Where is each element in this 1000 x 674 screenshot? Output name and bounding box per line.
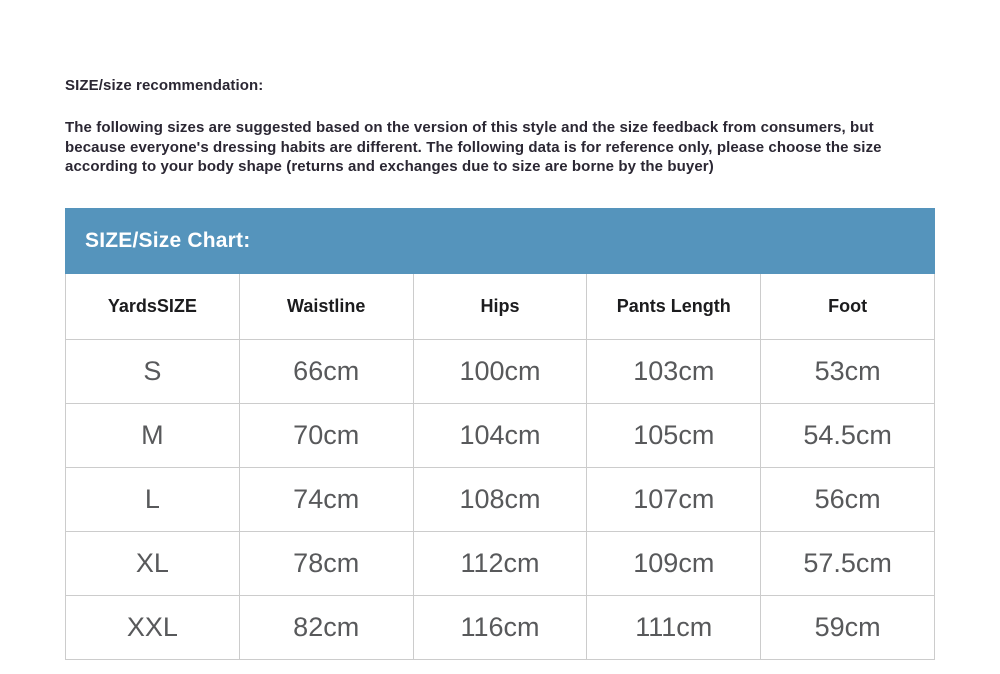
foot-cell: 56cm [761, 467, 935, 531]
size-label-cell: XL [66, 531, 240, 595]
pants-length-cell: 111cm [587, 595, 761, 659]
pants-length-cell: 107cm [587, 467, 761, 531]
column-header-hips: Hips [413, 274, 587, 340]
waistline-cell: 74cm [239, 467, 413, 531]
waistline-cell: 70cm [239, 403, 413, 467]
table-row-xxl [66, 595, 935, 659]
column-header-pants-length: Pants Length [587, 274, 761, 340]
table-row-m [66, 403, 935, 467]
foot-cell: 54.5cm [761, 403, 935, 467]
waistline-cell: 78cm [239, 531, 413, 595]
table-row-l [66, 467, 935, 531]
foot-cell: 57.5cm [761, 531, 935, 595]
table-row-xl [66, 531, 935, 595]
table-row-s [66, 339, 935, 403]
size-label-cell: M [66, 403, 240, 467]
size-chart-title: SIZE/Size Chart: [85, 228, 251, 252]
foot-cell: 59cm [761, 595, 935, 659]
hips-cell: 108cm [413, 467, 587, 531]
table-header-row [66, 274, 935, 340]
hips-cell: 104cm [413, 403, 587, 467]
pants-length-cell: 105cm [587, 403, 761, 467]
pants-length-cell: 109cm [587, 531, 761, 595]
size-chart-title-bar [65, 208, 935, 274]
size-chart-table [65, 274, 935, 660]
size-label-cell: XXL [66, 595, 240, 659]
size-label-cell: L [66, 467, 240, 531]
size-chart-section [65, 208, 935, 660]
hips-cell: 112cm [413, 531, 587, 595]
waistline-cell: 82cm [239, 595, 413, 659]
pants-length-cell: 103cm [587, 339, 761, 403]
foot-cell: 53cm [761, 339, 935, 403]
hips-cell: 100cm [413, 339, 587, 403]
waistline-cell: 66cm [239, 339, 413, 403]
size-label-cell: S [66, 339, 240, 403]
size-disclaimer-text: The following sizes are suggested based on the version of this style and the size feedback from consumers, but because everyone's dressing habits are different. The following data is for reference only, please choose the size according to your body shape (returns and exchanges due to size are borne by the buyer) [65, 119, 882, 175]
size-recommendation-heading: SIZE/size recommendation: [65, 77, 264, 94]
hips-cell: 116cm [413, 595, 587, 659]
column-header-yards-size: YardsSIZE [66, 274, 240, 340]
column-header-waistline: Waistline [239, 274, 413, 340]
column-header-foot: Foot [761, 274, 935, 340]
